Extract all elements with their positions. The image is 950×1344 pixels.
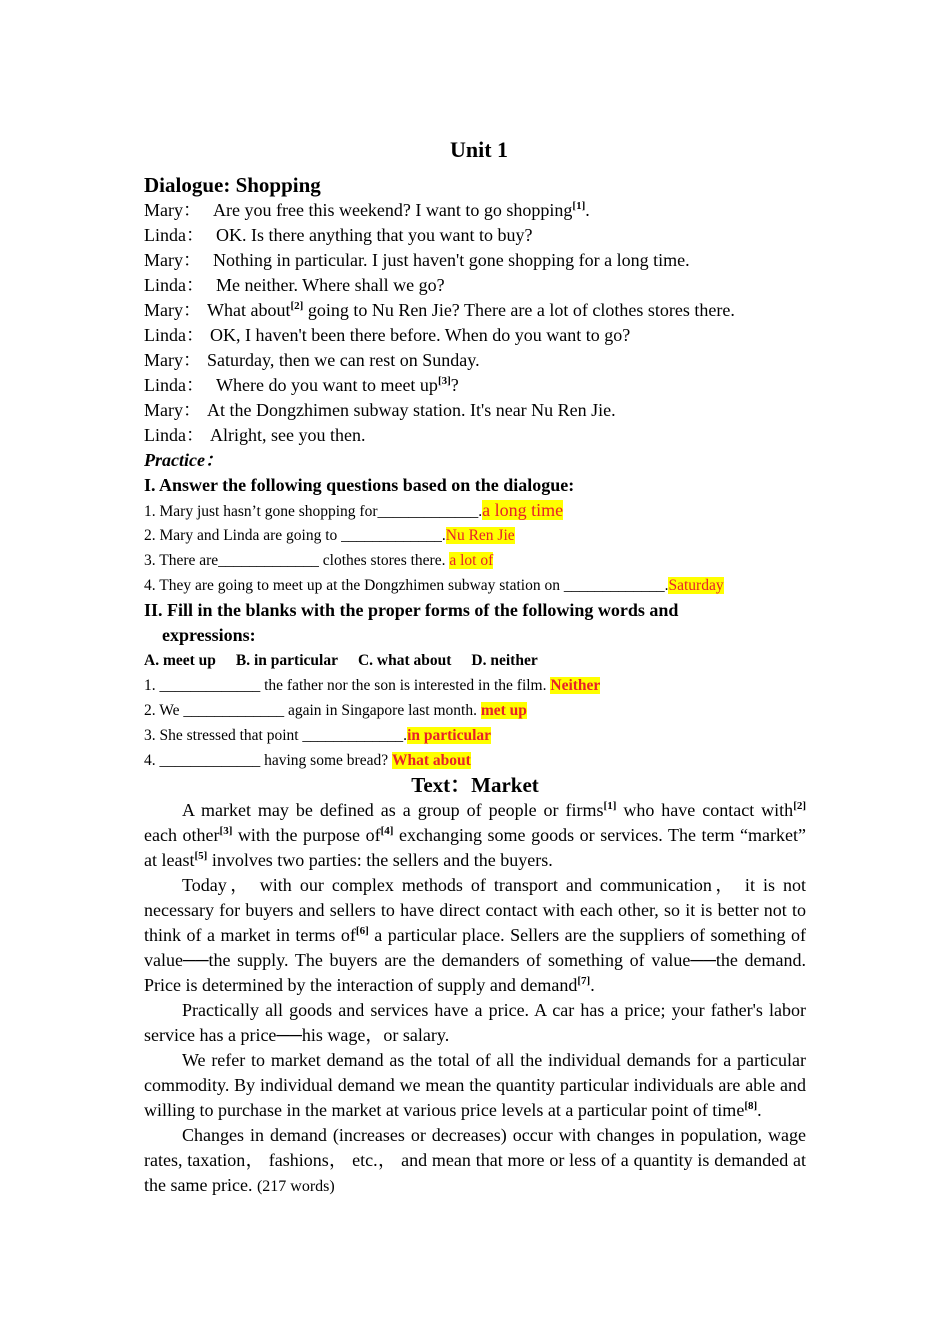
dialogue-line <box>144 248 806 273</box>
footnote-marker: [7] <box>577 975 591 987</box>
footnote-marker: [8] <box>744 1100 758 1112</box>
question: 3. She stressed that point _____________.in particular <box>144 727 492 744</box>
utterance: Saturday, then we can rest on Sunday. <box>207 350 480 370</box>
dialogue-line: Mary： Are you free this weekend? I want to go shopping[1]. <box>144 200 590 220</box>
dialogue-line: Linda： Where do you want to meet up[3]? <box>144 375 459 395</box>
speaker: Mary： <box>144 400 201 420</box>
utterance: At the Dongzhimen subway station. It's near Nu Ren Jie. <box>207 400 616 420</box>
question: 1. Mary just hasn’t gone shopping for_____________.a long time <box>144 500 564 520</box>
answer-highlight: a lot of <box>449 552 494 569</box>
speaker: Mary： <box>144 350 201 370</box>
speaker: Linda： <box>144 375 204 395</box>
paragraph: Changes in demand (increases or decreases) occur with changes in population, wage rates, taxation， fashions， etc.， and mean that more or less of a quantity is demanded at the same price. (217 words) <box>144 1125 806 1195</box>
footnote-marker: [4] <box>380 825 394 837</box>
option: A. meet up <box>144 652 216 669</box>
section-2-heading-cont: expressions: <box>162 625 256 645</box>
answer-highlight: Neither <box>550 677 601 694</box>
dialogue-line: Mary： What about[2] going to Nu Ren Jie? There are a lot of clothes stores there. <box>144 300 735 320</box>
dialogue-line <box>144 423 806 448</box>
footnote-marker: [1] <box>572 200 586 212</box>
paragraph: We refer to market demand as the total of all the individual demands for a particular commodity. By individual demand we mean the quantity particular individuals are able and willing to purchase in the market at various price levels at a particular point of time[8]. <box>144 1050 806 1120</box>
footnote-marker: [2] <box>290 300 304 312</box>
answer-highlight: a long time <box>482 500 564 520</box>
footnote-marker: [3] <box>437 375 451 387</box>
footnote-marker: [2] <box>793 800 807 812</box>
question: 4. They are going to meet up at the Dongzhimen subway station on _____________.Saturday <box>144 577 724 594</box>
utterance: OK, I haven't been there before. When do you want to go? <box>210 325 631 345</box>
text-heading: Text：Market <box>411 773 539 797</box>
utterance: Nothing in particular. I just haven't gone shopping for a long time. <box>213 250 690 270</box>
utterance: OK. Is there anything that you want to buy? <box>216 225 533 245</box>
question: 2. Mary and Linda are going to _____________.Nu Ren Jie <box>144 527 515 544</box>
utterance: Alright, see you then. <box>210 425 366 445</box>
speaker: Mary： <box>144 250 201 270</box>
speaker: Mary： <box>144 200 201 220</box>
footnote-marker: [3] <box>219 825 233 837</box>
utterance: What about <box>207 300 291 320</box>
question: 3. There are_____________ clothes stores there. a lot of <box>144 552 494 569</box>
utterance: Where do you want to meet up <box>216 375 438 395</box>
question: 1. _____________ the father nor the son is interested in the film. Neither <box>144 677 601 694</box>
word-options <box>144 648 806 673</box>
question: 4. _____________ having some bread? What about <box>144 752 471 769</box>
section-1-heading: I. Answer the following questions based on the dialogue: <box>144 475 575 495</box>
practice-label: Practice： <box>144 450 223 470</box>
footnote-marker: [5] <box>194 850 208 862</box>
utterance: Me neither. Where shall we go? <box>216 275 445 295</box>
section-2-heading: II. Fill in the blanks with the proper forms of the following words and <box>144 600 679 620</box>
dialogue-line <box>144 223 806 248</box>
dialogue-line <box>144 348 806 373</box>
paragraph: A market may be defined as a group of people or firms[1] who have contact with[2] each other[3] with the purpose of[4] exchanging some goods or services. The term “market” at least[5] involves two parties: the sellers and the buyers. <box>144 800 807 870</box>
option: B. in particular <box>235 652 338 669</box>
paragraph: Today， with our complex methods of transport and communication， it is not necessary for buyers and sellers to have direct contact with each other, so it is better not to think of a market in terms of[6] a particular place. Sellers are the suppliers of something of value──the supply. The buyers are the demanders of something of value──the demand. Price is determined by the interaction of supply and demand[7]. <box>144 875 806 995</box>
dialogue-heading: Dialogue: Shopping <box>144 173 321 197</box>
answer-highlight: met up <box>480 702 527 719</box>
dialogue-line <box>144 398 806 423</box>
speaker: Linda： <box>144 225 204 245</box>
answer-highlight: Nu Ren Jie <box>445 527 515 544</box>
word-count: (217 words) <box>256 1178 335 1195</box>
dialogue-line <box>144 273 806 298</box>
speaker: Linda： <box>144 325 204 345</box>
dialogue-line <box>144 323 806 348</box>
answer-highlight: in particular <box>407 727 492 744</box>
answer-highlight: Saturday <box>668 577 724 594</box>
speaker: Linda： <box>144 275 204 295</box>
speaker: Mary： <box>144 300 201 320</box>
paragraph: Practically all goods and services have a price. A car has a price; your father's labor service has a price──his wage，or salary. <box>144 1000 806 1045</box>
speaker: Linda： <box>144 425 204 445</box>
question: 2. We _____________ again in Singapore last month. met up <box>144 702 527 719</box>
document-content <box>144 136 806 1199</box>
option: C. what about <box>357 652 452 669</box>
footnote-marker: [1] <box>603 800 617 812</box>
unit-title: Unit 1 <box>449 137 509 162</box>
footnote-marker: [6] <box>355 925 369 937</box>
utterance: Are you free this weekend? I want to go shopping <box>213 200 573 220</box>
answer-highlight: What about <box>391 752 471 769</box>
option: D. neither <box>471 652 538 669</box>
